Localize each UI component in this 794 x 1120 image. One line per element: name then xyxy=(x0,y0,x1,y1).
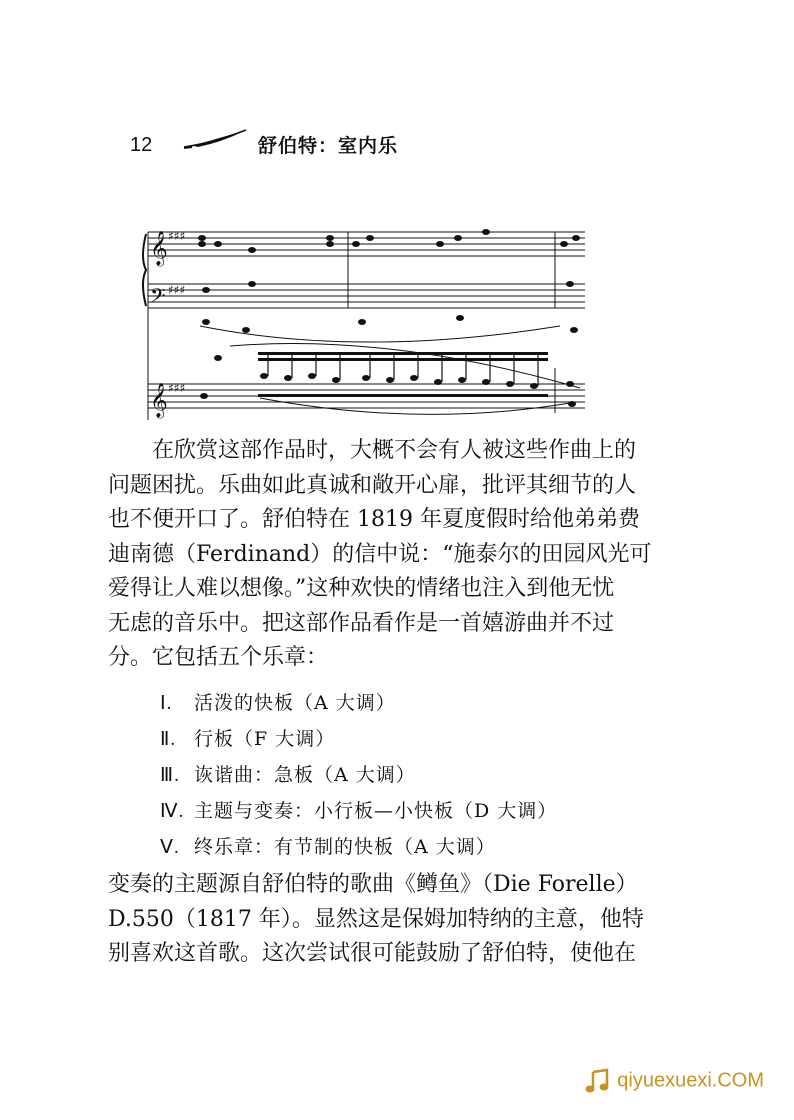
text-line: 变奏的主题源自舒伯特的歌曲《鳟鱼》（Die Forelle） xyxy=(108,872,638,897)
svg-text:𝄞: 𝄞 xyxy=(150,383,168,418)
paragraph-variations xyxy=(108,868,668,972)
svg-text:♯♯♯: ♯♯♯ xyxy=(168,381,186,395)
movement-item: Ⅱ. 行板（F 大调） xyxy=(160,728,336,750)
text-line: 也不便开口了。舒伯特在 1819 年夏度假时给他弟弟费 xyxy=(108,507,640,532)
site-watermark xyxy=(585,1068,764,1094)
movement-item: Ⅰ. 活泼的快板（A 大调） xyxy=(160,692,396,714)
svg-text:♯♯♯: ♯♯♯ xyxy=(168,283,186,297)
svg-text:𝄞: 𝄞 xyxy=(150,231,168,266)
movement-item: Ⅴ. 终乐章：有节制的快板（A 大调） xyxy=(160,836,496,858)
text-line: D.550（1817 年）。显然这是保姆加特纳的主意，他特 xyxy=(108,906,644,932)
running-title: 舒伯特：室内乐 xyxy=(258,135,399,157)
text-line: 迪南德（Ferdinand）的信中说：“施泰尔的田园风光可 xyxy=(108,541,652,567)
svg-text:𝄢: 𝄢 xyxy=(150,284,166,312)
text-line: 分。它包括五个乐章： xyxy=(108,645,329,670)
staff-treble-1 xyxy=(148,232,585,256)
text-line: 爱得让人难以想像。”这种欢快的情绪也注入到他无忧 xyxy=(108,576,615,601)
quill-ornament-icon xyxy=(182,128,248,150)
page-header xyxy=(130,128,450,160)
staff-bass-1 xyxy=(148,284,585,308)
text-line: 问题困扰。乐曲如此真诚和敞开心扉，批评其细节的人 xyxy=(108,472,637,498)
movement-list xyxy=(160,686,557,866)
music-score-excerpt xyxy=(140,218,590,423)
text-line: 无虑的音乐中。把这部作品看作是一首嬉游曲并不过 xyxy=(108,610,615,636)
svg-text:♯♯♯: ♯♯♯ xyxy=(168,229,186,243)
movement-item: Ⅲ. 诙谐曲：急板（A 大调） xyxy=(160,764,416,786)
movement-item: Ⅳ. 主题与变奏：小行板—小快板（D 大调） xyxy=(160,800,558,822)
watermark-text: qiyuexuexi.COM xyxy=(617,1069,764,1092)
text-line: 在欣赏这部作品时，大概不会有人被这些作曲上的 xyxy=(152,438,637,463)
paragraph-intro xyxy=(108,434,668,676)
music-note-logo-icon xyxy=(585,1068,615,1094)
text-line: 别喜欢这首歌。这次尝试很可能鼓励了舒伯特，使他在 xyxy=(108,941,637,966)
page-number: 12 xyxy=(130,134,153,156)
